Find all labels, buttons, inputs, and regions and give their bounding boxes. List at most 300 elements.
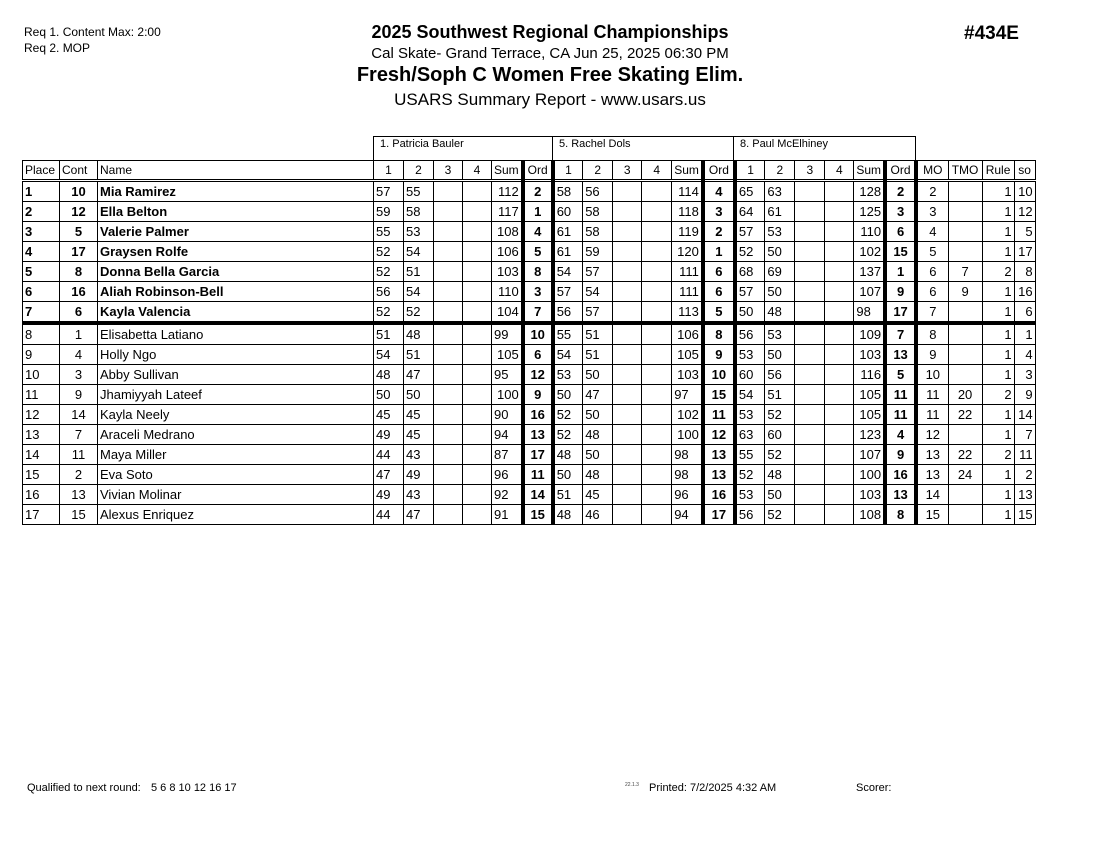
judge2-score1: 53 [553, 365, 583, 385]
column-header-row [23, 161, 1036, 181]
judge1-ordinal: 16 [523, 405, 553, 425]
mo-cell: 12 [916, 425, 948, 445]
so-cell: 11 [1014, 445, 1035, 465]
judge3-score1: 54 [735, 385, 765, 405]
judge2-score1: 61 [553, 222, 583, 242]
judge2-score2: 50 [583, 365, 613, 385]
rule-cell: 2 [982, 445, 1014, 465]
judge3-score4 [825, 425, 854, 445]
judge1-ordinal: 5 [523, 242, 553, 262]
judge3-score1: 52 [735, 242, 765, 262]
qualified-label: Qualified to next round: [27, 782, 141, 794]
name-cell: Mia Ramirez [98, 181, 374, 202]
judge3-score4 [825, 445, 854, 465]
judge2-ordinal: 2 [703, 222, 735, 242]
judge3-score4 [825, 345, 854, 365]
judge2-score2: 46 [583, 505, 613, 525]
judge3-score1: 55 [735, 445, 765, 465]
mo-cell: 9 [916, 345, 948, 365]
judge3-ordinal: 9 [885, 282, 916, 302]
judge2-score1: 54 [553, 345, 583, 365]
judge2-ordinal: 3 [703, 202, 735, 222]
judge2-ordinal: 17 [703, 505, 735, 525]
tmo-cell [948, 242, 982, 262]
judge1-score1: 52 [374, 242, 404, 262]
judge2-ordinal: 1 [703, 242, 735, 262]
judge3-sum: 107 [854, 282, 885, 302]
judge3-score2: 69 [765, 262, 795, 282]
name-cell: Abby Sullivan [98, 365, 374, 385]
judge1-score2: 45 [404, 405, 434, 425]
judge1-sum: 91 [492, 505, 523, 525]
judge1-score1: 48 [374, 365, 404, 385]
judge1-ordinal: 1 [523, 202, 553, 222]
judge1-ordinal: 6 [523, 345, 553, 365]
so-cell: 9 [1014, 385, 1035, 405]
judge2-score1: 54 [553, 262, 583, 282]
judge1-score1: 50 [374, 385, 404, 405]
judge1-score3 [434, 323, 463, 345]
rule-cell: 1 [982, 202, 1014, 222]
judge3-sum: 110 [854, 222, 885, 242]
judge3-ordinal: 9 [885, 445, 916, 465]
judge3-sum: 109 [854, 323, 885, 345]
judge1-ordinal: 12 [523, 365, 553, 385]
judge2-sum: 111 [672, 282, 703, 302]
judge2-score2: 47 [583, 385, 613, 405]
judge-header-1: 1. Patricia Bauler [373, 136, 553, 160]
judge3-score3 [795, 485, 825, 505]
so-cell: 2 [1014, 465, 1035, 485]
judge2-sum: 119 [672, 222, 703, 242]
judge3-ordinal: 13 [885, 345, 916, 365]
judge3-sum: 102 [854, 242, 885, 262]
name-cell: Alexus Enriquez [98, 505, 374, 525]
judge1-sum: 96 [492, 465, 523, 485]
j2-col-4: 4 [642, 161, 672, 181]
judge3-score4 [825, 222, 854, 242]
table-row [23, 505, 1036, 525]
judge2-score4 [642, 425, 672, 445]
judge3-ordinal: 7 [885, 323, 916, 345]
rule-cell: 1 [982, 405, 1014, 425]
judge3-score2: 50 [765, 242, 795, 262]
judge2-score1: 48 [553, 445, 583, 465]
judge2-score1: 48 [553, 505, 583, 525]
judge3-score4 [825, 385, 854, 405]
judge1-sum: 106 [492, 242, 523, 262]
judge2-sum: 96 [672, 485, 703, 505]
judge3-score2: 52 [765, 505, 795, 525]
judge3-score1: 60 [735, 365, 765, 385]
judge1-ordinal: 15 [523, 505, 553, 525]
judge3-score1: 50 [735, 302, 765, 324]
tmo-cell: 7 [948, 262, 982, 282]
judge1-score4 [463, 345, 492, 365]
judge1-score1: 51 [374, 323, 404, 345]
place-cell: 13 [23, 425, 60, 445]
judge2-score2: 57 [583, 302, 613, 324]
judge2-score2: 48 [583, 425, 613, 445]
judge3-ordinal: 16 [885, 465, 916, 485]
judge1-sum: 95 [492, 365, 523, 385]
judge1-score3 [434, 425, 463, 445]
judge3-score1: 56 [735, 505, 765, 525]
judge3-score3 [795, 262, 825, 282]
judge2-score4 [642, 485, 672, 505]
place-cell: 14 [23, 445, 60, 465]
judge3-score3 [795, 445, 825, 465]
judge2-score2: 58 [583, 202, 613, 222]
mo-cell: 4 [916, 222, 948, 242]
tmo-cell [948, 181, 982, 202]
judge3-score2: 50 [765, 485, 795, 505]
judge1-sum: 110 [492, 282, 523, 302]
judge3-score1: 53 [735, 345, 765, 365]
judge2-score1: 55 [553, 323, 583, 345]
rule-cell: 1 [982, 242, 1014, 262]
rule-cell: 1 [982, 345, 1014, 365]
judge1-score2: 54 [404, 242, 434, 262]
judge2-score4 [642, 181, 672, 202]
judge3-score2: 63 [765, 181, 795, 202]
event-name: Fresh/Soph C Women Free Skating Elim. [356, 64, 744, 86]
judge1-score4 [463, 365, 492, 385]
col-so: so [1014, 161, 1035, 181]
version-mark: 22.1.3 [625, 782, 639, 788]
judge2-score2: 51 [583, 323, 613, 345]
rule-cell: 1 [982, 365, 1014, 385]
judge2-score4 [642, 345, 672, 365]
judge1-ordinal: 14 [523, 485, 553, 505]
judge3-score3 [795, 385, 825, 405]
judge2-score3 [613, 323, 642, 345]
col-cont: Cont [60, 161, 98, 181]
j3-col-ord: Ord [885, 161, 916, 181]
mo-cell: 6 [916, 262, 948, 282]
judge3-score3 [795, 405, 825, 425]
mo-cell: 8 [916, 323, 948, 345]
judge2-score4 [642, 405, 672, 425]
so-cell: 5 [1014, 222, 1035, 242]
judge1-sum: 87 [492, 445, 523, 465]
event-number: #434E [964, 23, 1019, 44]
judge2-score3 [613, 262, 642, 282]
judge3-ordinal: 3 [885, 202, 916, 222]
table-row [23, 365, 1036, 385]
judge2-ordinal: 13 [703, 445, 735, 465]
judge1-sum: 105 [492, 345, 523, 365]
judge3-score2: 48 [765, 465, 795, 485]
judge1-score4 [463, 385, 492, 405]
judge3-score3 [795, 425, 825, 445]
j3-col-1: 1 [735, 161, 765, 181]
judge2-ordinal: 10 [703, 365, 735, 385]
judge3-score3 [795, 323, 825, 345]
judge1-score4 [463, 181, 492, 202]
j2-col-1: 1 [553, 161, 583, 181]
judge2-score2: 59 [583, 242, 613, 262]
table-row [23, 282, 1036, 302]
judge2-score4 [642, 323, 672, 345]
so-cell: 14 [1014, 405, 1035, 425]
judge1-score1: 52 [374, 262, 404, 282]
judge2-score3 [613, 385, 642, 405]
judge3-ordinal: 4 [885, 425, 916, 445]
place-cell: 1 [23, 181, 60, 202]
tmo-cell [948, 485, 982, 505]
judge2-ordinal: 8 [703, 323, 735, 345]
cont-cell: 2 [60, 465, 98, 485]
judge3-score4 [825, 485, 854, 505]
judge1-score3 [434, 202, 463, 222]
judge3-sum: 105 [854, 385, 885, 405]
rule-cell: 1 [982, 465, 1014, 485]
judge1-score4 [463, 262, 492, 282]
judge1-score3 [434, 465, 463, 485]
rule-cell: 2 [982, 262, 1014, 282]
judge3-score1: 53 [735, 485, 765, 505]
name-cell: Kayla Neely [98, 405, 374, 425]
judge2-ordinal: 6 [703, 282, 735, 302]
judge3-score2: 48 [765, 302, 795, 324]
judge3-score4 [825, 323, 854, 345]
name-cell: Graysen Rolfe [98, 242, 374, 262]
judge3-score1: 53 [735, 405, 765, 425]
tmo-cell [948, 365, 982, 385]
judge3-score2: 53 [765, 222, 795, 242]
judge1-ordinal: 9 [523, 385, 553, 405]
judge1-score4 [463, 302, 492, 324]
tmo-cell [948, 302, 982, 324]
j1-col-sum: Sum [492, 161, 523, 181]
mo-cell: 15 [916, 505, 948, 525]
judge2-sum: 111 [672, 262, 703, 282]
judge2-score1: 58 [553, 181, 583, 202]
name-cell: Kayla Valencia [98, 302, 374, 324]
rule-cell: 1 [982, 323, 1014, 345]
judge2-score4 [642, 202, 672, 222]
judge1-score3 [434, 181, 463, 202]
judge1-score2: 50 [404, 385, 434, 405]
judge1-sum: 92 [492, 485, 523, 505]
judge-header-3: 8. Paul McElhiney [733, 136, 916, 160]
judge1-ordinal: 10 [523, 323, 553, 345]
judge2-sum: 98 [672, 465, 703, 485]
judge2-sum: 113 [672, 302, 703, 324]
judge3-score3 [795, 242, 825, 262]
judge3-score2: 50 [765, 345, 795, 365]
judge3-score4 [825, 242, 854, 262]
judge2-score1: 56 [553, 302, 583, 324]
judge2-sum: 105 [672, 345, 703, 365]
j3-col-4: 4 [825, 161, 854, 181]
judge3-score2: 50 [765, 282, 795, 302]
judge3-sum: 108 [854, 505, 885, 525]
venue-datetime: Cal Skate- Grand Terrace, CA Jun 25, 2025 06:30 PM [371, 45, 729, 62]
col-tmo: TMO [948, 161, 982, 181]
tmo-cell: 24 [948, 465, 982, 485]
judge3-score1: 52 [735, 465, 765, 485]
judge2-score1: 51 [553, 485, 583, 505]
judge1-score4 [463, 465, 492, 485]
judge2-sum: 98 [672, 445, 703, 465]
cont-cell: 1 [60, 323, 98, 345]
j2-col-ord: Ord [703, 161, 735, 181]
place-cell: 6 [23, 282, 60, 302]
rule-cell: 2 [982, 385, 1014, 405]
judge3-score3 [795, 505, 825, 525]
cont-cell: 5 [60, 222, 98, 242]
judge1-sum: 99 [492, 323, 523, 345]
judge2-score2: 51 [583, 345, 613, 365]
judge3-ordinal: 17 [885, 302, 916, 324]
judge1-ordinal: 4 [523, 222, 553, 242]
name-cell: Ella Belton [98, 202, 374, 222]
tmo-cell [948, 222, 982, 242]
judge1-score2: 55 [404, 181, 434, 202]
j3-col-sum: Sum [854, 161, 885, 181]
judge3-sum: 137 [854, 262, 885, 282]
judge1-score1: 47 [374, 465, 404, 485]
judge1-ordinal: 2 [523, 181, 553, 202]
judge1-score1: 44 [374, 505, 404, 525]
place-cell: 5 [23, 262, 60, 282]
judge1-ordinal: 7 [523, 302, 553, 324]
table-row [23, 222, 1036, 242]
place-cell: 16 [23, 485, 60, 505]
mo-cell: 13 [916, 445, 948, 465]
judge1-score4 [463, 202, 492, 222]
judge1-score3 [434, 505, 463, 525]
judge3-sum: 105 [854, 405, 885, 425]
judge3-sum: 123 [854, 425, 885, 445]
table-row [23, 323, 1036, 345]
judge1-sum: 112 [492, 181, 523, 202]
judge1-score4 [463, 425, 492, 445]
judge2-score3 [613, 505, 642, 525]
place-cell: 4 [23, 242, 60, 262]
competition-title: 2025 Southwest Regional Championships [371, 22, 729, 42]
judge2-score3 [613, 345, 642, 365]
so-cell: 1 [1014, 323, 1035, 345]
judge2-score4 [642, 222, 672, 242]
judge2-sum: 100 [672, 425, 703, 445]
judge1-score2: 51 [404, 345, 434, 365]
so-cell: 13 [1014, 485, 1035, 505]
judge1-score2: 43 [404, 445, 434, 465]
judge2-ordinal: 13 [703, 465, 735, 485]
so-cell: 8 [1014, 262, 1035, 282]
judge1-score1: 52 [374, 302, 404, 324]
rule-cell: 1 [982, 505, 1014, 525]
judge1-score2: 45 [404, 425, 434, 445]
judge2-score2: 45 [583, 485, 613, 505]
rule-cell: 1 [982, 302, 1014, 324]
table-row [23, 485, 1036, 505]
judge2-score1: 60 [553, 202, 583, 222]
cont-cell: 8 [60, 262, 98, 282]
judge3-score4 [825, 202, 854, 222]
table-row [23, 345, 1036, 365]
judge3-sum: 103 [854, 345, 885, 365]
tmo-cell: 9 [948, 282, 982, 302]
requirement-1: Req 1. Content Max: 2:00 [24, 25, 161, 39]
cont-cell: 6 [60, 302, 98, 324]
place-cell: 3 [23, 222, 60, 242]
judge3-score1: 65 [735, 181, 765, 202]
judge3-score4 [825, 262, 854, 282]
judge2-score2: 50 [583, 405, 613, 425]
judge1-score3 [434, 222, 463, 242]
mo-cell: 3 [916, 202, 948, 222]
judge1-score3 [434, 262, 463, 282]
mo-cell: 2 [916, 181, 948, 202]
place-cell: 10 [23, 365, 60, 385]
j3-col-3: 3 [795, 161, 825, 181]
judge1-sum: 100 [492, 385, 523, 405]
cont-cell: 15 [60, 505, 98, 525]
judge2-score2: 57 [583, 262, 613, 282]
judge1-sum: 94 [492, 425, 523, 445]
judge2-score1: 52 [553, 425, 583, 445]
judge1-score4 [463, 323, 492, 345]
judge3-score4 [825, 365, 854, 385]
place-cell: 11 [23, 385, 60, 405]
judge2-ordinal: 5 [703, 302, 735, 324]
name-cell: Donna Bella Garcia [98, 262, 374, 282]
judge2-score2: 56 [583, 181, 613, 202]
judge3-score3 [795, 345, 825, 365]
judge1-score3 [434, 282, 463, 302]
col-mo: MO [916, 161, 948, 181]
cont-cell: 9 [60, 385, 98, 405]
col-place: Place [23, 161, 60, 181]
judge1-score2: 53 [404, 222, 434, 242]
place-cell: 2 [23, 202, 60, 222]
judge2-sum: 103 [672, 365, 703, 385]
judge1-score1: 54 [374, 345, 404, 365]
place-cell: 17 [23, 505, 60, 525]
judge2-ordinal: 12 [703, 425, 735, 445]
cont-cell: 12 [60, 202, 98, 222]
judge1-score4 [463, 222, 492, 242]
judge1-score4 [463, 282, 492, 302]
judge3-sum: 125 [854, 202, 885, 222]
judge3-sum: 100 [854, 465, 885, 485]
judge2-sum: 94 [672, 505, 703, 525]
mo-cell: 13 [916, 465, 948, 485]
so-cell: 4 [1014, 345, 1035, 365]
judge2-score3 [613, 282, 642, 302]
name-cell: Elisabetta Latiano [98, 323, 374, 345]
judge3-sum: 103 [854, 485, 885, 505]
cont-cell: 4 [60, 345, 98, 365]
judge1-score2: 47 [404, 365, 434, 385]
tmo-cell [948, 425, 982, 445]
judge3-score4 [825, 405, 854, 425]
judge3-sum: 116 [854, 365, 885, 385]
judge1-score1: 59 [374, 202, 404, 222]
judge2-score3 [613, 425, 642, 445]
mo-cell: 14 [916, 485, 948, 505]
judge3-sum: 128 [854, 181, 885, 202]
judge2-score4 [642, 465, 672, 485]
table-row [23, 242, 1036, 262]
judge2-ordinal: 9 [703, 345, 735, 365]
judge1-score4 [463, 405, 492, 425]
judge2-score4 [642, 302, 672, 324]
